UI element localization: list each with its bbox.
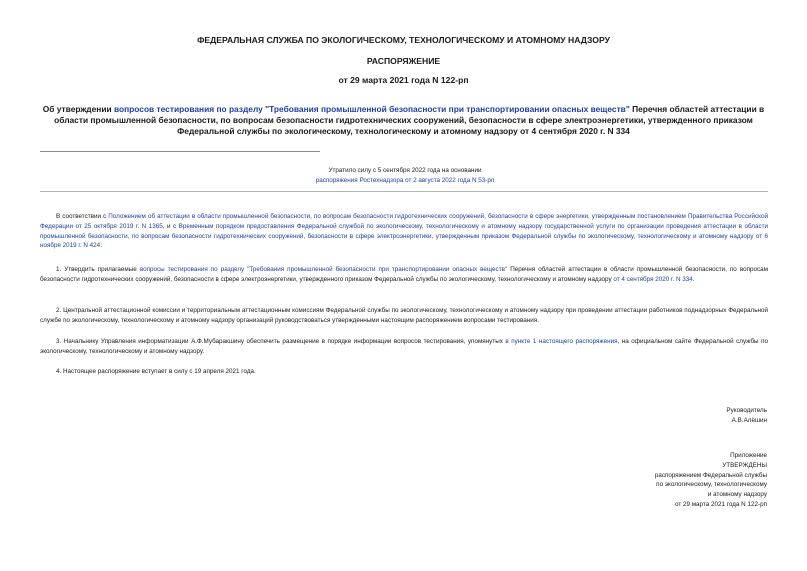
- regulation-link[interactable]: Положением об аттестации в области промышленной безопасности, по вопросам безопасности гидротехнических сооружений, безопасности в сфере энергетики, утвержденным постановлением Правительства Российской Федерации от 25 октября 2019 г. N 1365: [40, 213, 769, 230]
- signature-block: [726, 406, 767, 426]
- item-1: [40, 265, 768, 285]
- annex-line-1: Приложение: [730, 452, 767, 459]
- item-3: [40, 337, 768, 357]
- intro-paragraph: [40, 212, 768, 251]
- lost-force-link[interactable]: распоряжения Ростехнадзора от 2 августа 2022 года N 53-рп: [315, 176, 495, 184]
- item1-text-1: 1. Утвердить прилагаемые: [56, 266, 140, 273]
- intro-text-2: , и с: [162, 222, 179, 230]
- item1-text-2: Перечня областей аттестации в области промышленной безопасности, по вопросам безопасности гидротехнических сооружений, безопасности в сфере электроэнергетики, утвержденного приказом Федеральной службы по экологическому, технологическому и атомному надзору: [40, 266, 768, 283]
- lost-force-note: [240, 166, 570, 185]
- lost-force-line1: Утратило силу с 5 сентября 2022 года на основании: [328, 167, 482, 174]
- section-divider: [40, 191, 768, 192]
- document-date: от 29 марта 2021 года N 122-рп: [338, 75, 469, 85]
- annex-line-2: УТВЕРЖДЕНЫ: [722, 461, 767, 469]
- title-suffix: Перечня областей аттестации в области промышленной безопасности, по вопросам безопасности гидротехнических сооружений, безопасности в сфере электроэнергетики, утвержденного приказом Федеральной службы по экологическому, технологическому и атомному надзору от 4 сентября 2020 г. N 334: [54, 104, 765, 137]
- signer-role: Руководитель: [726, 407, 767, 414]
- item1-reference-link[interactable]: в пункте 1 настоящего распоряжения: [505, 338, 618, 345]
- intro-text-3: :: [100, 242, 102, 250]
- short-divider: [40, 151, 320, 152]
- item-2: 2. Центральной аттестационной комиссии и территориальным аттестационным комиссиям Федеральной службы по экологическому, технологическому и атомному надзору при проведении аттестации работников поднадзорных Федеральной службе по экологическому, технологическому и атомному надзору организаций руководствоваться утвержденными настоящим распоряжением вопросами тестирования.: [40, 307, 768, 324]
- intro-text-1: В соответствии с: [56, 213, 109, 220]
- order-334-link[interactable]: от 4 сентября 2020 г. N 334: [613, 275, 693, 283]
- temporary-procedure-link[interactable]: Временным порядком предоставления Федеральной службой по экологическому, технологическому и атомному надзору государственной услуги по организации проведения аттестации в области промышленной безопасности, по вопросам безопасности гидротехнических сооружений, безопасности в сфере электроэнергетики, утвержденным приказом Федеральной службы по экологическому, технологическому и атомному надзору от 6 ноября 2019 г. N 424: [40, 222, 768, 250]
- item-4: 4. Настоящее распоряжение вступает в силу с 19 апреля 2021 года.: [56, 368, 256, 375]
- signer-name: А.В.Алёшин: [731, 416, 767, 424]
- item3-text-2: , на официальном сайте Федеральной службы по экологическому, технологическому и атомному надзору.: [40, 338, 768, 355]
- agency-name: ФЕДЕРАЛЬНАЯ СЛУЖБА ПО ЭКОЛОГИЧЕСКОМУ, ТЕХНОЛОГИЧЕСКОМУ И АТОМНОМУ НАДЗОРУ: [197, 35, 610, 45]
- annex-line-4: по экологическому, технологическому: [656, 481, 767, 489]
- title-link[interactable]: вопросов тестирования по разделу "Требования промышленной безопасности при транспортировании опасных веществ": [113, 104, 630, 114]
- annex-line-3: распоряжением Федеральной службы: [654, 471, 767, 479]
- document-type: РАСПОРЯЖЕНИЕ: [366, 56, 441, 66]
- title-prefix: Об утверждении: [42, 104, 114, 114]
- item1-text-3: .: [692, 275, 695, 283]
- questions-link[interactable]: вопросы тестирования по разделу "Требования промышленной безопасности при транспортировании опасных веществ": [139, 266, 508, 273]
- document-title: [30, 104, 777, 138]
- annex-block: [655, 451, 767, 510]
- item3-text-1: 3. Начальнику Управления информатизации А.Ф.Мубаракшину обеспечить размещение в порядке информации вопросов тестирования, упомянутых: [56, 338, 506, 345]
- annex-line-5: и атомному надзору: [707, 491, 767, 499]
- annex-line-6: от 29 марта 2021 года N 122-рп: [674, 500, 767, 508]
